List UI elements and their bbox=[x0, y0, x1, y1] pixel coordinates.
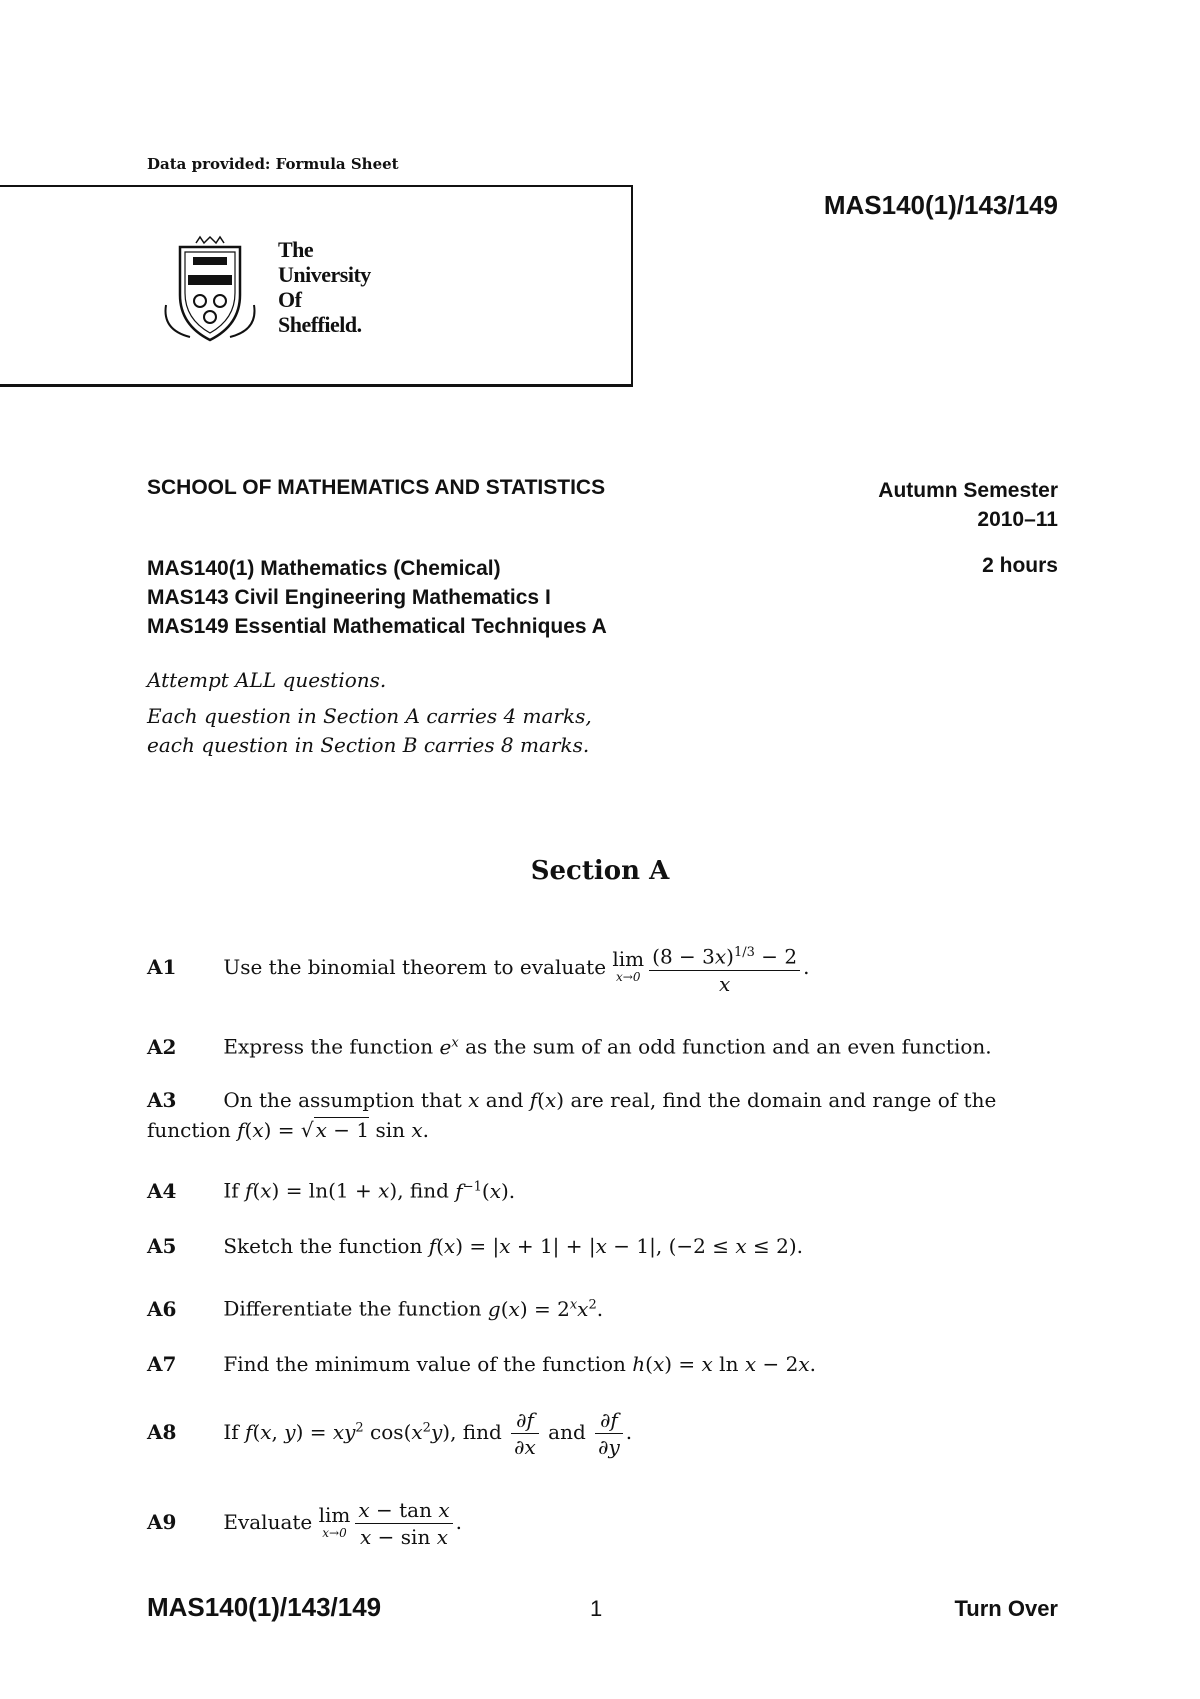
question-text: Use the binomial theorem to evaluate bbox=[223, 954, 607, 979]
math-expression: $e^x$ bbox=[439, 1034, 459, 1059]
instruction-marks-line-2: each question in Section B carries 8 marks. bbox=[147, 733, 590, 757]
course-title: MAS140(1) Mathematics (Chemical) bbox=[147, 557, 501, 580]
question-a1: A1 Use the binomial theorem to evaluate lim x→0 $\frac{(8 - 3x)^{1/3} - 2}{x}$ . bbox=[147, 940, 1058, 997]
question-number: A7 bbox=[147, 1352, 177, 1376]
university-name bbox=[278, 237, 371, 337]
fraction: $\frac{(8 - 3x)^{1/3} - 2}{x}$ bbox=[649, 940, 800, 997]
course-list bbox=[147, 554, 607, 641]
question-a9: A9 Evaluate lim x→0 $\frac{\text{x − tan x}}{\text{x − sin x}}$ . bbox=[147, 1498, 462, 1549]
question-a2 bbox=[147, 1028, 1058, 1062]
question-number: A2 bbox=[147, 1034, 177, 1059]
question-number: A4 bbox=[147, 1178, 177, 1203]
university-name-line: Of bbox=[278, 287, 302, 312]
partial-derivative-y: $\frac{\partial f}{\partial y}$ bbox=[595, 1407, 623, 1460]
question-text: Sketch the function bbox=[223, 1234, 423, 1258]
question-text: Express the function bbox=[223, 1034, 434, 1059]
question-text: Find the minimum value of the function bbox=[223, 1352, 626, 1376]
math-expression: h(x) = x ln x − 2x. bbox=[632, 1352, 816, 1376]
academic-year: 2010–11 bbox=[977, 508, 1058, 531]
module-code-header: MAS140(1)/143/149 bbox=[823, 190, 1058, 220]
question-a5 bbox=[147, 1231, 1058, 1261]
question-text: function bbox=[147, 1118, 231, 1142]
math-expression: f(x) = ln(1 + x) bbox=[245, 1178, 398, 1203]
turn-over-label: Turn Over bbox=[954, 1596, 1058, 1621]
question-text: Evaluate bbox=[223, 1510, 313, 1534]
math-expression: $f^{-1}(x)$. bbox=[455, 1178, 516, 1203]
course-title: MAS143 Civil Engineering Mathematics I bbox=[147, 586, 551, 609]
data-provided-note: Data provided: Formula Sheet bbox=[147, 155, 399, 173]
course-title: MAS149 Essential Mathematical Techniques A bbox=[147, 615, 607, 638]
question-number: A9 bbox=[147, 1510, 177, 1534]
limit-operator: lim x→0 bbox=[612, 947, 645, 985]
page-number: 1 bbox=[590, 1596, 603, 1621]
exam-duration: 2 hours bbox=[982, 554, 1058, 577]
question-text: and bbox=[485, 1088, 524, 1112]
math-expression: f(x, $y) = xy^2$ $\cos(x^2y)$ bbox=[245, 1420, 451, 1444]
instruction-attempt: Attempt ALL questions. bbox=[147, 668, 387, 692]
instruction-marks-line-1: Each question in Section A carries 4 marks, bbox=[147, 704, 592, 728]
semester-label: Autumn Semester bbox=[878, 479, 1058, 502]
section-title: Section A bbox=[530, 856, 670, 886]
question-number: A1 bbox=[147, 954, 177, 979]
question-number: A3 bbox=[147, 1088, 177, 1112]
question-text: and bbox=[548, 1420, 586, 1444]
university-crest-logo bbox=[160, 235, 260, 345]
question-a8: A8 If f(x, $y) = xy^2$ $\cos(x^2y)$, find $\frac{\partial f}{\partial x}$ and $\frac{\partial f}{\partial y}$ . bbox=[147, 1408, 633, 1459]
question-text: as the sum of an odd function and an even function. bbox=[465, 1034, 992, 1059]
question-number: A5 bbox=[147, 1234, 177, 1258]
math-expression: f(x) = |x + 1| + |x − 1|, (−2 ≤ x ≤ 2). bbox=[428, 1234, 803, 1258]
semester-info bbox=[878, 476, 1058, 534]
question-text: , find bbox=[397, 1178, 449, 1203]
question-a6 bbox=[147, 1290, 1058, 1324]
university-name-line: The bbox=[278, 237, 314, 262]
question-text: If bbox=[223, 1420, 239, 1444]
question-a4 bbox=[147, 1172, 1058, 1206]
math-expression: $g(x) = 2^xx^2$. bbox=[487, 1296, 604, 1321]
fraction: $\frac{\text{x − tan x}}{\text{x − sin x}}$ bbox=[355, 1497, 452, 1550]
university-name-line: Sheffield. bbox=[278, 312, 362, 337]
question-text: If bbox=[223, 1178, 239, 1203]
school-name: SCHOOL OF MATHEMATICS AND STATISTICS bbox=[147, 476, 606, 499]
limit-operator: lim x→0 bbox=[318, 1502, 351, 1540]
question-a3: A3 On the assumption that x and f(x) are real, find the domain and range of the function f(x) = √ x − 1 sin x. bbox=[147, 1085, 1058, 1145]
question-a7 bbox=[147, 1349, 1058, 1379]
university-name-line: University bbox=[278, 262, 371, 287]
partial-derivative-x: $\frac{\partial f}{\partial x}$ bbox=[511, 1407, 539, 1460]
question-text: are real, find the domain and range of the bbox=[570, 1088, 997, 1112]
question-number: A8 bbox=[147, 1420, 177, 1444]
question-text: Differentiate the function bbox=[223, 1296, 482, 1321]
question-number: A6 bbox=[147, 1296, 177, 1321]
question-text: , find bbox=[450, 1420, 502, 1444]
math-expression: f(x) = √ x − 1 sin x. bbox=[237, 1118, 430, 1142]
question-text: On the assumption that bbox=[223, 1088, 462, 1112]
footer-module-code: MAS140(1)/143/149 bbox=[147, 1592, 382, 1622]
